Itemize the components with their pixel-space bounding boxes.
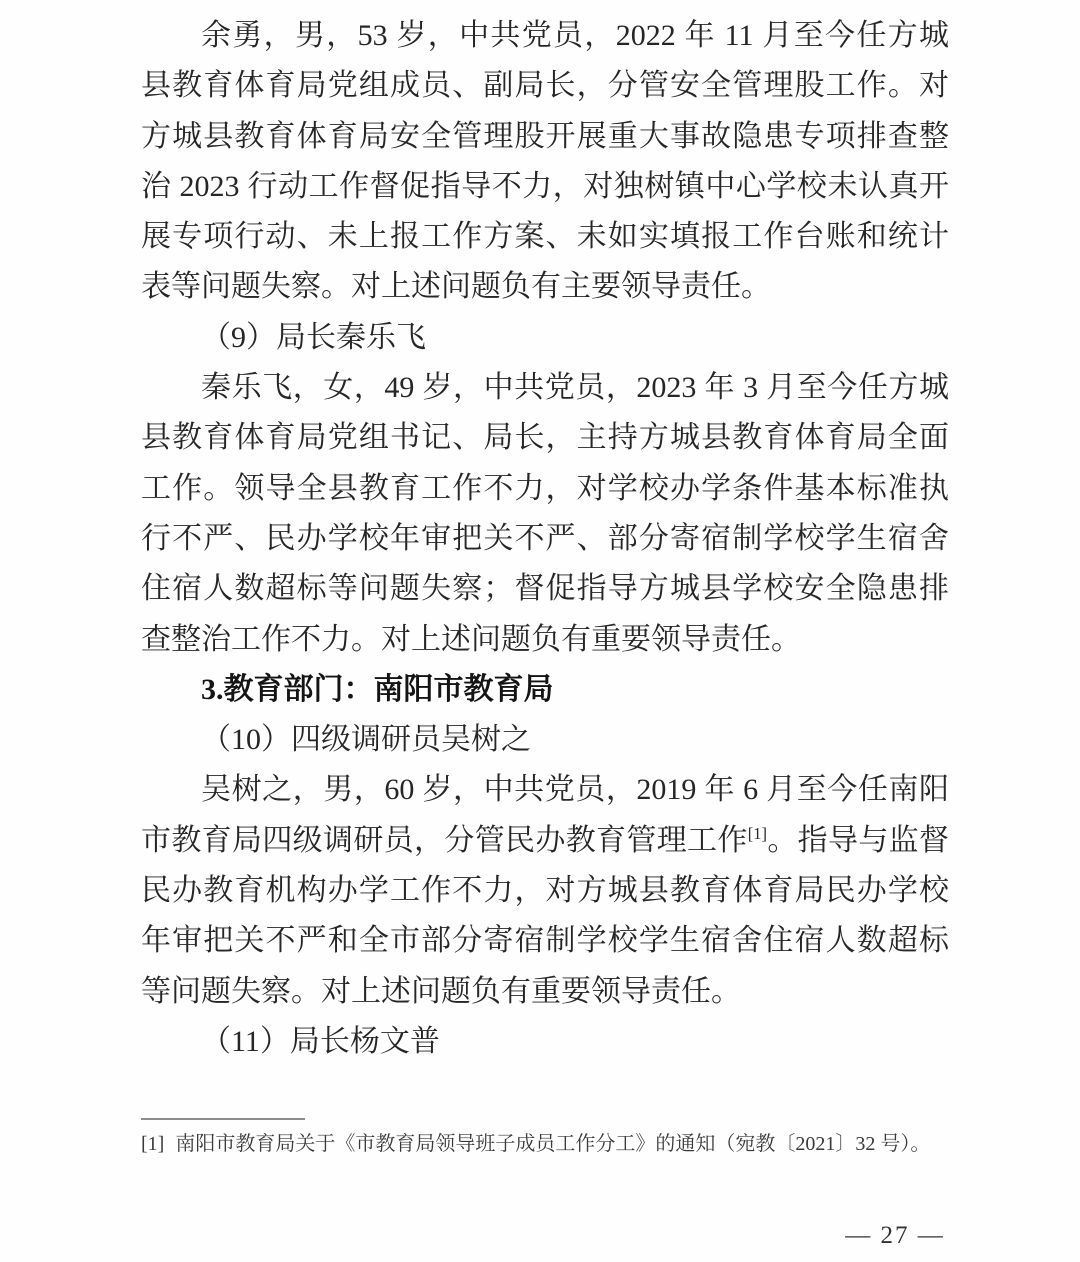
footnote bbox=[141, 1131, 949, 1158]
item-heading-9: （9）局长秦乐飞 bbox=[201, 320, 426, 354]
footnote-marker: [1] bbox=[141, 1133, 165, 1155]
paragraph-wu-shuzhi-text-after-ref: 。指导与监督民办教育机构办学工作不力，对方城县教育体育局民办学校年审把关不严和全市部分寄宿制学校学生宿舍住宿人数超标等问题失察。对上述问题负有重要领导责任。 bbox=[141, 823, 950, 1008]
item-heading-10: （10）四级调研员吴树之 bbox=[201, 723, 531, 757]
paragraph-wu-shuzhi-text-before-ref: 吴树之，男，60 岁，中共党员，2019 年 6 月至今任南阳市教育局四级调研员，分管民办教育管理工作 bbox=[141, 773, 949, 857]
footnote-separator-rule bbox=[141, 1118, 305, 1120]
footnote-text: 南阳市教育局关于《市教育局领导班子成员工作分工》的通知（宛教〔2021〕32 号）。 bbox=[175, 1133, 931, 1155]
paragraph-qin-lefei: 秦乐飞，女，49 岁，中共党员，2023 年 3 月至今任方城县教育体育局党组书记、局长，主持方城县教育体育局全面工作。领导全县教育工作不力，对学校办学条件基本标准执行不严、民办学校年审把关不严、部分寄宿制学校学生宿舍住宿人数超标等问题失察；督促指导方城县学校安全隐患排查整治工作不力。对上述问题负有重要领导责任。 bbox=[141, 371, 949, 656]
section-heading-education-department: 3.教育部门：南阳市教育局 bbox=[201, 672, 554, 706]
footnote-reference-1: [1] bbox=[747, 823, 767, 843]
item-heading-11: （11）局长杨文普 bbox=[201, 1024, 440, 1058]
document-body bbox=[141, 11, 949, 1067]
paragraph-wu-shuzhi bbox=[141, 765, 949, 1016]
paragraph-yu-yong: 余勇，男，53 岁，中共党员，2022 年 11 月至今任方城县教育体育局党组成员、副局长，分管安全管理股工作。对方城县教育体育局安全管理股开展重大事故隐患专项排查整治 2023 行动工作督促指导不力，对独树镇中心学校未认真开展专项行动、未上报工作方案、未如实填报工作台账和统计表等问题失察。对上述问题负有主要领导责任。 bbox=[141, 19, 949, 304]
page-number: — 27 — bbox=[845, 1222, 945, 1249]
